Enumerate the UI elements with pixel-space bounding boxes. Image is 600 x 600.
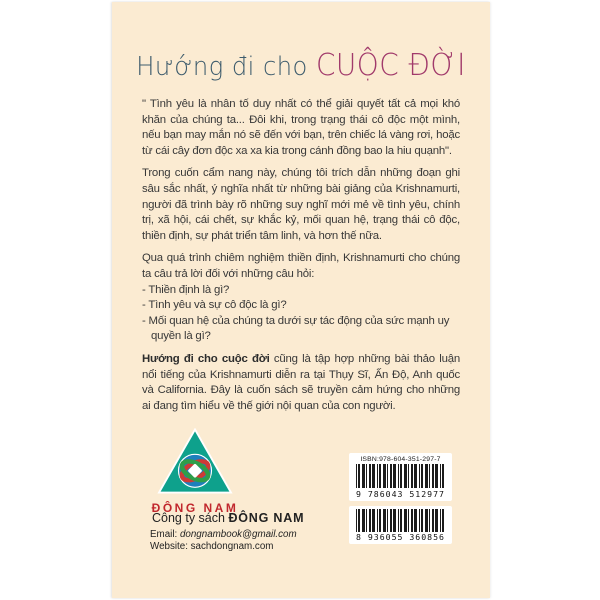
barcode-block <box>349 453 452 544</box>
company-name: ĐÔNG NAM <box>228 511 305 525</box>
blurb-text-block <box>142 97 460 414</box>
question-item: - Mối quan hệ của chúng ta dưới sự tác động của sức mạnh uy quyền là gì? <box>142 314 450 343</box>
questions-list <box>142 283 460 345</box>
isbn-text: ISBN:978-604-351-297-7 <box>360 456 441 463</box>
logo-wordmark: ĐÔNG NAM <box>151 501 239 515</box>
ean-barcode-bars <box>354 509 447 532</box>
quote-paragraph: " Tình yêu là nhân tố duy nhất có thể giải quyết tất cả mọi khó khăn của chúng ta... Đôi khi, trong trạng thái cô độc một mình, nếu bạn may mắn nó sẽ đến với bạn, trên chiếc lá vàng rơi, hoặc từ cái cây đơn độc xa xa kia trong cánh đồng bao la hiu quạnh". <box>142 98 460 157</box>
email-address: dongnambook@gmail.com <box>179 529 297 540</box>
intro-paragraph: Trong cuốn cẩm nang này, chúng tôi trích dẫn những đoạn ghi sâu sắc nhất, ý nghĩa nhất từ những bài giảng của Krishnamurti, người đã trình bày rõ những suy nghĩ mới mẻ về tình yêu, chính trị, xã hội, cái chết, sự khắc kỷ, mối quan hệ, trạng thái cô độc, thiền định, sự phát triển tâm linh, và hơn thế nữa. <box>142 167 460 242</box>
closing-paragraph-rest: cũng là tập hợp những bài thảo luận nổi tiếng của Krishnamurti diễn ra tại Thụy Sĩ, Ấn Độ, Anh quốc và California. Đây là cuốn sách sẽ truyền cảm hứng cho những ai đang tìm hiểu về thế giới nội quan của con người. <box>142 352 460 412</box>
closing-paragraph <box>142 352 460 414</box>
book-title-caps-part: CUỘC ĐỜI <box>315 48 466 83</box>
book-title-inline: Hướng đi cho cuộc đời <box>142 352 270 365</box>
email-line <box>150 529 297 540</box>
company-line <box>152 511 304 525</box>
dong-nam-triangle-logo-icon <box>156 428 234 494</box>
questions-intro-paragraph: Qua quá trình chiêm nghiệm thiền định, Krishnamurti cho chúng ta câu trả lời đối với những câu hỏi: <box>142 252 460 280</box>
isbn-barcode-bars <box>354 464 447 488</box>
company-prefix: Công ty sách <box>152 511 229 525</box>
ean-barcode-label <box>349 506 452 545</box>
publisher-logo <box>138 428 252 515</box>
email-label: Email: <box>150 529 180 540</box>
isbn-barcode-label <box>349 453 452 501</box>
question-item: - Tình yêu và sự cô độc là gì? <box>142 299 287 312</box>
website-label: Website: <box>150 541 191 552</box>
book-back-cover <box>112 2 490 598</box>
website-address: sachdongnam.com <box>190 541 274 552</box>
book-title-script-part: Hướng đi cho <box>136 52 316 82</box>
isbn-barcode-digits: 9 786043 512977 <box>356 488 445 499</box>
book-title <box>125 48 477 83</box>
website-line <box>150 541 273 552</box>
question-item: - Thiền định là gì? <box>142 283 230 296</box>
ean-barcode-digits: 8 936055 360856 <box>356 532 445 542</box>
